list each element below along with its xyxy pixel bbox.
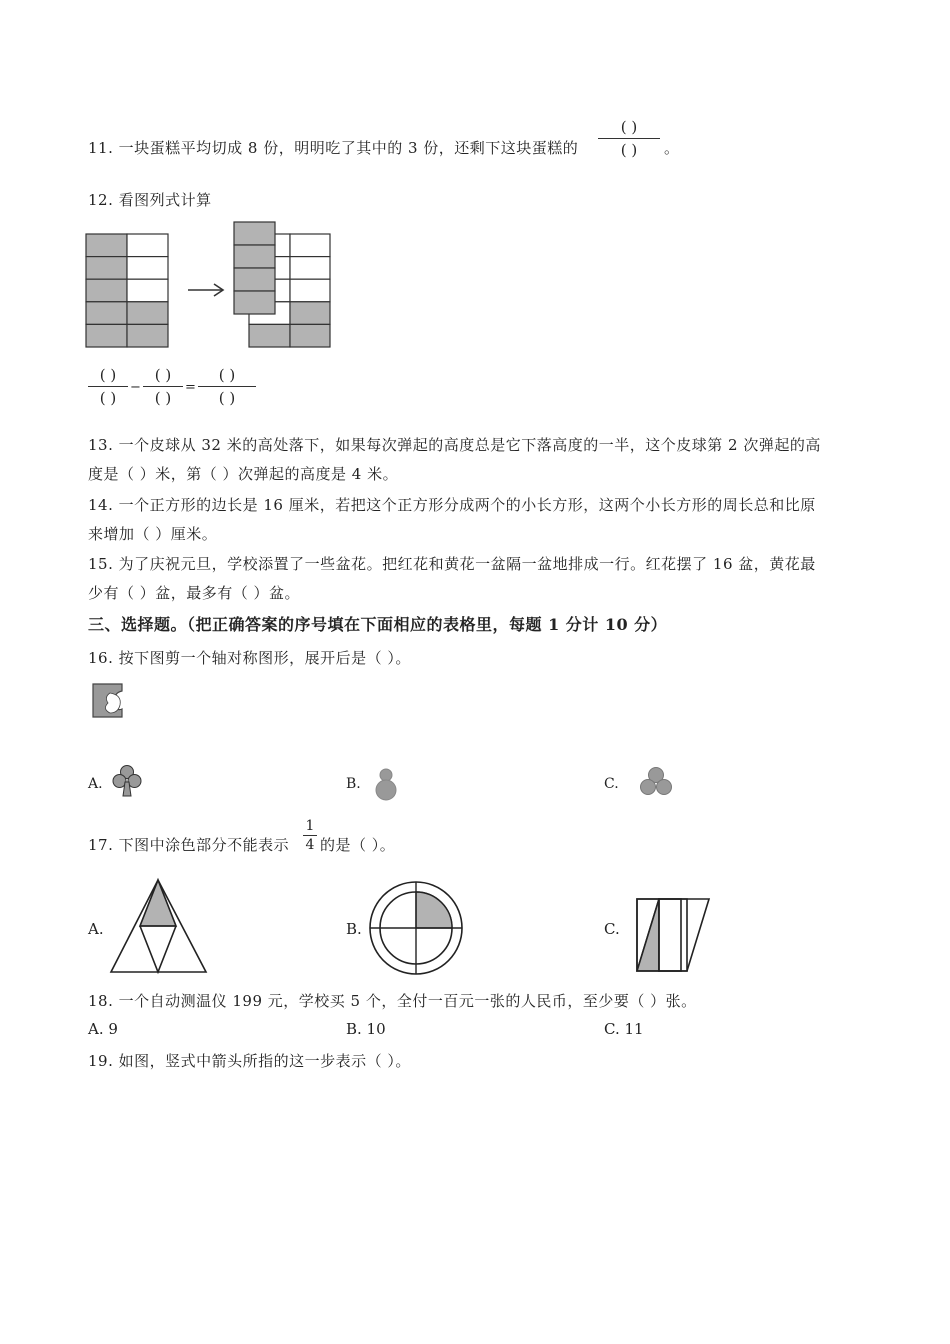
arrow-icon [188, 284, 223, 296]
q17-frac-den: 4 [305, 837, 315, 853]
q19-text: 19. 如图，竖式中箭头所指的这一步表示（ ）。 [88, 1052, 411, 1070]
q16-option-b-label[interactable]: B. [346, 776, 361, 792]
q17-option-a-label[interactable]: A. [88, 920, 104, 938]
section3-heading: 三、选择题。（把正确答案的序号填在下面相应的表格里，每题 1 分计 10 分） [88, 615, 668, 634]
q12-f1-den: ( ) [99, 389, 117, 407]
q11-text: 11. 一块蛋糕平均切成 8 份，明明吃了其中的 3 份，还剩下这块蛋糕的 [88, 139, 579, 157]
q12-fraction-2[interactable] [143, 366, 183, 407]
q18-text: 18. 一个自动测温仪 199 元，学校买 5 个，全付一百元一张的人民币，至少要（ ）张。 [88, 992, 697, 1010]
q17-option-b-label[interactable]: B. [346, 920, 362, 938]
q16-option-a-label[interactable]: A. [88, 776, 103, 792]
q12-f1-num: ( ) [99, 366, 117, 384]
folded-paper-icon [92, 683, 124, 719]
gourd-shape-icon[interactable] [373, 766, 399, 802]
q12-fraction-3[interactable] [198, 366, 256, 407]
q15-line1: 15. 为了庆祝元旦，学校添置了一些盆花。把红花和黄花一盆隔一盆地排成一行。红花摆了 16 盆，黄花最 [88, 555, 816, 573]
q12-f2-num: ( ) [154, 366, 172, 384]
q12-f3-den: ( ) [218, 389, 236, 407]
q13-line1: 13. 一个皮球从 32 米的高处落下，如果每次弹起的高度总是它下落高度的一半，这个皮球第 2 次弹起的高 [88, 436, 821, 454]
q12-minus: − [130, 380, 141, 395]
q13-line2: 度是（ ）米，第（ ）次弹起的高度是 4 米。 [88, 465, 399, 483]
q11-numerator: ( ) [620, 118, 638, 136]
q17-fraction [303, 818, 317, 853]
q12-title: 12. 看图列式计算 [88, 191, 212, 209]
q12-fraction-1[interactable] [88, 366, 128, 407]
q17-text-pre: 17. 下图中涂色部分不能表示 [88, 836, 290, 854]
parallelogram-figure[interactable] [633, 897, 711, 973]
left-grid [86, 234, 168, 347]
q14-line1: 14. 一个正方形的边长是 16 厘米，若把这个正方形分成两个的小长方形，这两个小长方形的周长总和比原 [88, 496, 816, 514]
q11-denominator: ( ) [620, 141, 638, 159]
q17-option-c-label[interactable]: C. [604, 920, 620, 938]
q17-frac-num: 1 [305, 818, 315, 834]
q15-line2: 少有（ ）盆，最多有（ ）盆。 [88, 584, 301, 602]
triangle-figure[interactable] [110, 879, 208, 975]
club-shape-icon[interactable] [112, 764, 142, 798]
q12-f3-num: ( ) [218, 366, 236, 384]
q12-figure [86, 222, 336, 352]
q12-f2-den: ( ) [154, 389, 172, 407]
circle-figure[interactable] [368, 880, 464, 976]
moved-column [234, 222, 275, 314]
q16-text: 16. 按下图剪一个轴对称图形，展开后是（ ）。 [88, 649, 411, 667]
q14-line2: 来增加（ ）厘米。 [88, 525, 218, 543]
q18-option-a[interactable]: A. 9 [88, 1020, 118, 1038]
q17-text-post: 的是（ ）。 [320, 836, 396, 854]
q11-answer-fraction[interactable] [598, 118, 660, 159]
q18-option-b[interactable]: B. 10 [346, 1020, 386, 1038]
q11-end: 。 [664, 139, 680, 157]
q18-option-c[interactable]: C. 11 [604, 1020, 644, 1038]
q12-equals: = [185, 380, 196, 395]
clover-shape-icon[interactable] [639, 766, 673, 798]
q16-option-c-label[interactable]: C. [604, 776, 619, 792]
